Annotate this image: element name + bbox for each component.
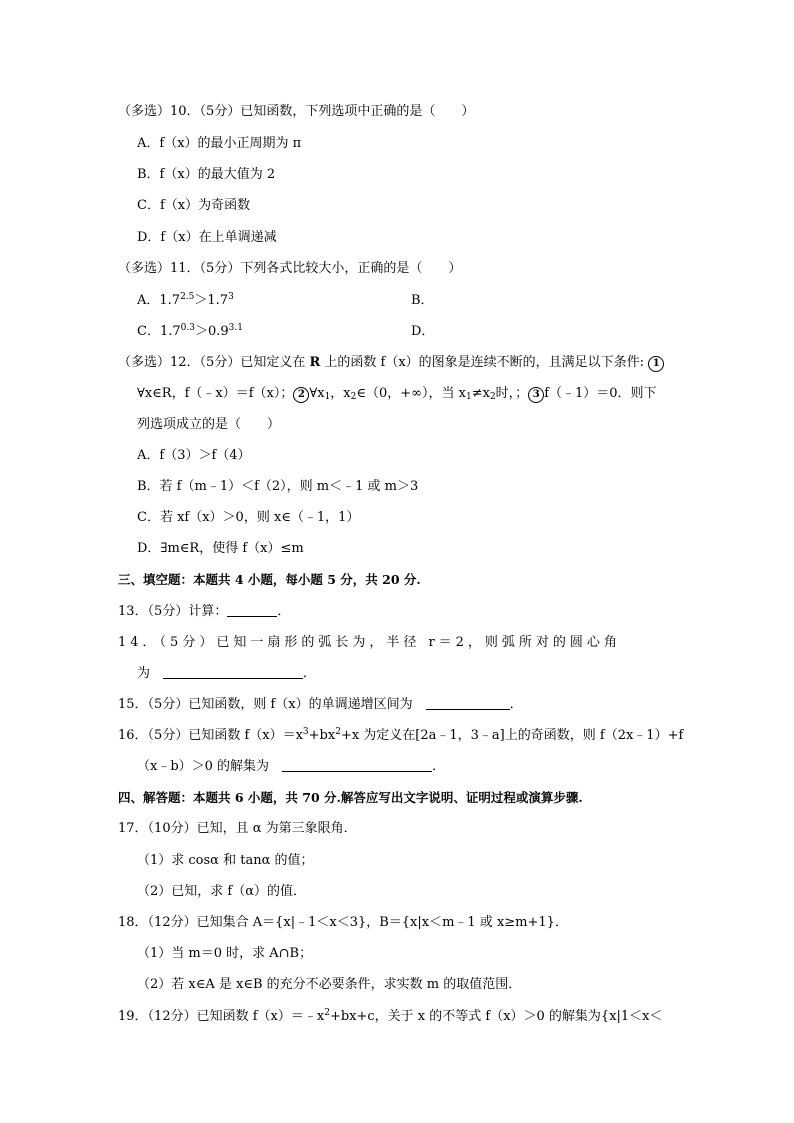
q17-part2: （2）已知，求 f（α）的值． (137, 884, 306, 899)
q18-stem: 18．（12分）已知集合 A＝{x|﹣1＜x＜3}，B＝{x|x＜m﹣1 或 x≥m+1}． (118, 915, 568, 930)
q17-stem: 17．（10分）已知，且 α 为第三象限角． (118, 821, 357, 836)
q19-stem: 19．（12分）已知函数 $f(x)=﹣x^2+bx+c$，关于 x 的不等式 f（x）＞0 的解集为{x|1＜x＜ (118, 1008, 663, 1024)
q16-line1: 16．（5分）已知函数 $f(x)=x^3+bx^2+x$ 为定义在[2a﹣1，3﹣a]上的奇函数，则 f（2x﹣1）+f (118, 727, 684, 743)
circled-number-2: 2 (293, 387, 309, 403)
q16-line2: （x﹣b）＞0 的解集为 ． (137, 759, 446, 774)
q15-answer-blank (426, 696, 510, 710)
section-3-heading: 三、填空题：本题共 4 小题，每小题 5 分，共 20 分. (118, 572, 421, 587)
circled-number-1: 1 (648, 356, 664, 372)
q13-answer-blank (227, 603, 277, 617)
q11-stem: （多选）11．（5分）下列各式比较大小，正确的是（ ） (118, 261, 462, 276)
q18-part2: （2）若 x∈A 是 x∈B 的充分不必要条件，求实数 m 的取值范围． (137, 977, 522, 992)
q15: 15．（5分）已知函数，则 f（x）的单调递增区间为 ． (118, 697, 523, 712)
q18-part1: （1）当 m＝0 时，求 A∩B； (137, 946, 313, 961)
circled-number-3: 3 (528, 387, 544, 403)
q12-option-b: B．若 f（m﹣1）＜f（2），则 m＜﹣1 或 m＞3 (137, 479, 419, 494)
q11-option-c: C．$1.7^{0.3}>0.9^{3.1}$ (137, 323, 243, 339)
q10-option-d: D．f（x）在上单调递减 (137, 230, 277, 245)
q12-stem-line3: 列选项成立的是（ ） (137, 417, 281, 432)
q12-option-c: C．若 xf（x）＞0，则 x∈（﹣1，1） (137, 510, 360, 525)
q16-answer-blank (282, 758, 432, 772)
q14-line2: 为 ． (137, 666, 317, 681)
q10-stem: （多选）10．（5分）已知函数，下列选项中正确的是（ ） (118, 104, 475, 119)
q11-option-d: D． (411, 324, 435, 339)
q12-option-d: D．∃m∈R，使得 f（x）≤m (137, 541, 304, 556)
q12-stem-line2: ∀x∈R，f（﹣x）＝f（x）； 2 $\forall x_1$，$x_2\in(0$，+∞），当 $x_1\ne x_2$时，； 3 f（﹣1）＝0．则下 (137, 386, 657, 402)
q10-option-c: C．f（x）为奇函数 (137, 198, 251, 213)
q17-part1: （1）求 cosα 和 tanα 的值； (137, 853, 314, 868)
q13: 13．（5分）计算： ． (118, 604, 291, 619)
q12-option-a: A．f（3）＞f（4） (137, 448, 251, 463)
q12-stem-line1: （多选）12．（5分）已知定义在 R 上的函数 f（x）的图象是连续不断的，且满足以下条件: 1 (118, 354, 664, 372)
q14-answer-blank (163, 665, 303, 679)
q11-option-b: B． (411, 293, 434, 308)
q10-option-b: B．f（x）的最大值为 2 (137, 167, 276, 182)
section-4-heading: 四、解答题：本题共 6 小题，共 70 分.解答应写出文字说明、证明过程或演算步骤. (118, 790, 583, 805)
q11-option-a: A．$1.7^{2.5}>1.7^3$ (137, 292, 234, 308)
q10-option-a: A．f（x）的最小正周期为 π (137, 136, 302, 151)
q14-line1: 14．（5分）已知一扇形的弧长为，半径 r＝2，则弧所对的圆心角 (118, 635, 621, 650)
